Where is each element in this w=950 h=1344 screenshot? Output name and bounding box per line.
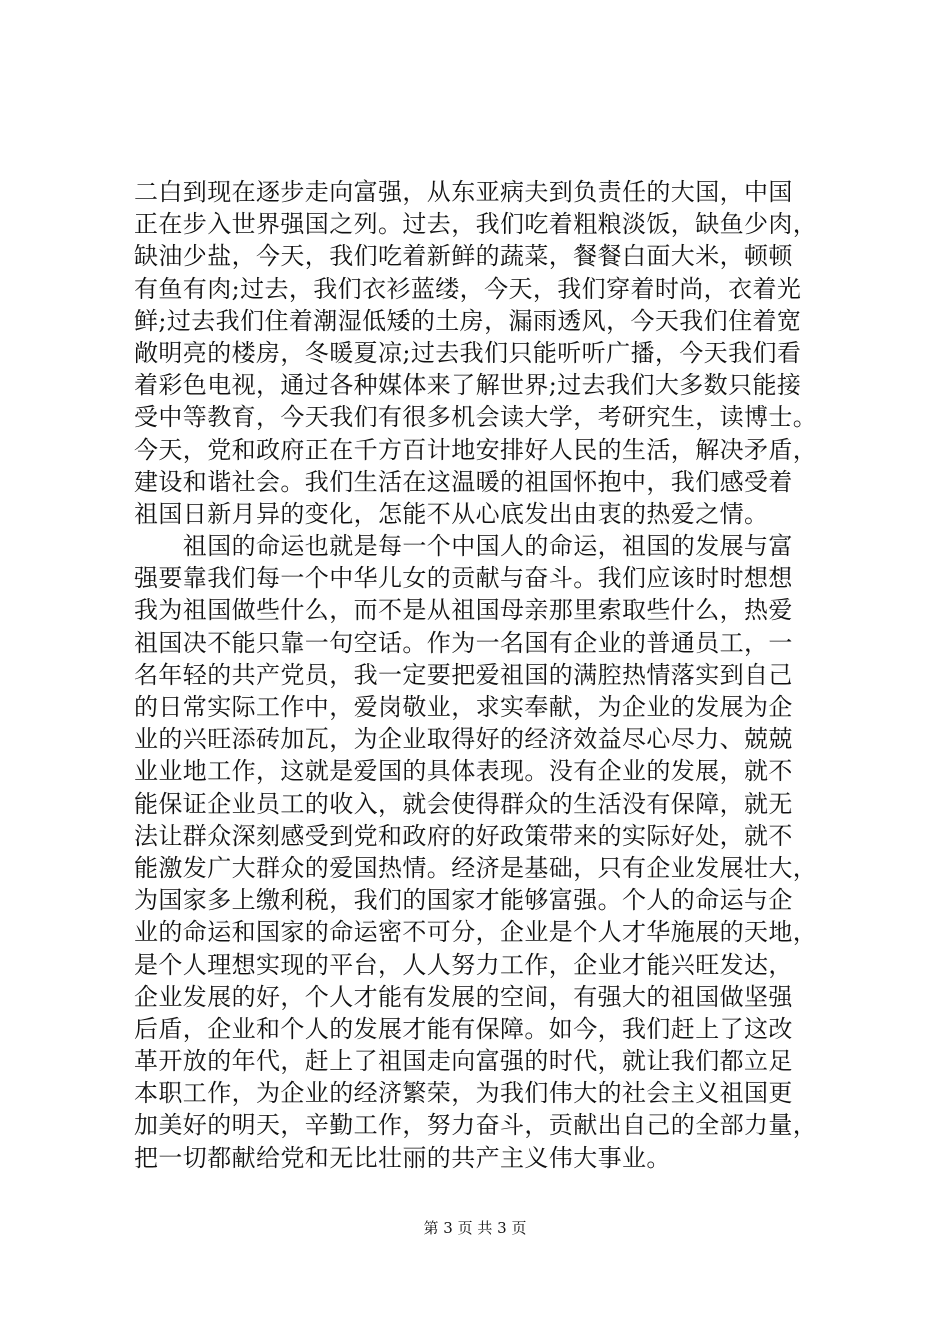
text-line: 祖国的命运也就是每一个中国人的命运，祖国的发展与富 [134, 532, 793, 561]
text-line: 革开放的年代，赶上了祖国走向富强的时代，就让我们都立足 [134, 1047, 793, 1076]
text-line: 敞明亮的楼房，冬暖夏凉;过去我们只能听听广播，今天我们看 [134, 338, 802, 367]
text-line: 祖国日新月异的变化，怎能不从心底发出由衷的热爱之情。 [134, 499, 769, 528]
text-line: 业业地工作，这就是爱国的具体表现。没有企业的发展，就不 [134, 757, 793, 786]
text-line: 把一切都献给党和无比壮丽的共产主义伟大事业。 [134, 1143, 671, 1172]
text-line: 业的兴旺添砖加瓦，为企业取得好的经济效益尽心尽力、兢兢 [134, 725, 793, 754]
text-line: 本职工作，为企业的经济繁荣，为我们伟大的社会主义祖国更 [134, 1079, 793, 1108]
text-line: 有鱼有肉;过去，我们衣衫蓝缕，今天，我们穿着时尚，衣着光 [134, 274, 802, 303]
text-line: 正在步入世界强国之列。过去，我们吃着粗粮淡饭，缺鱼少肉， [134, 210, 818, 239]
text-line: 缺油少盐，今天，我们吃着新鲜的蔬菜，餐餐白面大米，顿顿 [134, 242, 793, 271]
text-line: 受中等教育，今天我们有很多机会读大学，考研究生，读博士。 [134, 403, 818, 432]
page-footer: 第 3 页 共 3 页 [423, 1219, 527, 1237]
text-line: 业的命运和国家的命运密不可分，企业是个人才华施展的天地， [134, 918, 818, 947]
text-line: 加美好的明天，辛勤工作，努力奋斗，贡献出自己的全部力量， [134, 1111, 818, 1140]
text-line: 法让群众深刻感受到党和政府的好政策带来的实际好处，就不 [134, 821, 793, 850]
text-line: 祖国决不能只靠一句空话。作为一名国有企业的普通员工，一 [134, 628, 793, 657]
text-line: 企业发展的好，个人才能有发展的空间，有强大的祖国做坚强 [134, 982, 793, 1011]
text-line: 我为祖国做些什么，而不是从祖国母亲那里索取些什么，热爱 [134, 596, 793, 625]
text-line: 后盾，企业和个人的发展才能有保障。如今，我们赶上了这改 [134, 1014, 793, 1043]
text-line: 鲜;过去我们住着潮湿低矮的土房，漏雨透风，今天我们住着宽 [134, 306, 802, 335]
text-line: 是个人理想实现的平台，人人努力工作，企业才能兴旺发达， [134, 950, 793, 979]
text-line: 今天，党和政府正在千方百计地安排好人民的生活，解决矛盾， [134, 435, 818, 464]
text-line: 名年轻的共产党员，我一定要把爱祖国的满腔热情落实到自己 [134, 660, 793, 689]
text-line: 的日常实际工作中，爱岗敬业，求实奉献，为企业的发展为企 [134, 693, 793, 721]
document-body [134, 176, 824, 1174]
text-line: 能保证企业员工的收入，就会使得群众的生活没有保障，就无 [134, 789, 793, 818]
text-line: 为国家多上缴利税，我们的国家才能够富强。个人的命运与企 [134, 886, 793, 915]
text-line: 强要靠我们每一个中华儿女的贡献与奋斗。我们应该时时想想 [134, 564, 793, 593]
text-line: 二白到现在逐步走向富强，从东亚病夫到负责任的大国，中国 [134, 178, 793, 206]
text-line: 建设和谐社会。我们生活在这温暖的祖国怀抱中，我们感受着 [134, 467, 793, 496]
text-line: 着彩色电视，通过各种媒体来了解世界;过去我们大多数只能接 [134, 371, 802, 400]
text-line: 能激发广大群众的爱国热情。经济是基础，只有企业发展壮大， [134, 853, 818, 882]
